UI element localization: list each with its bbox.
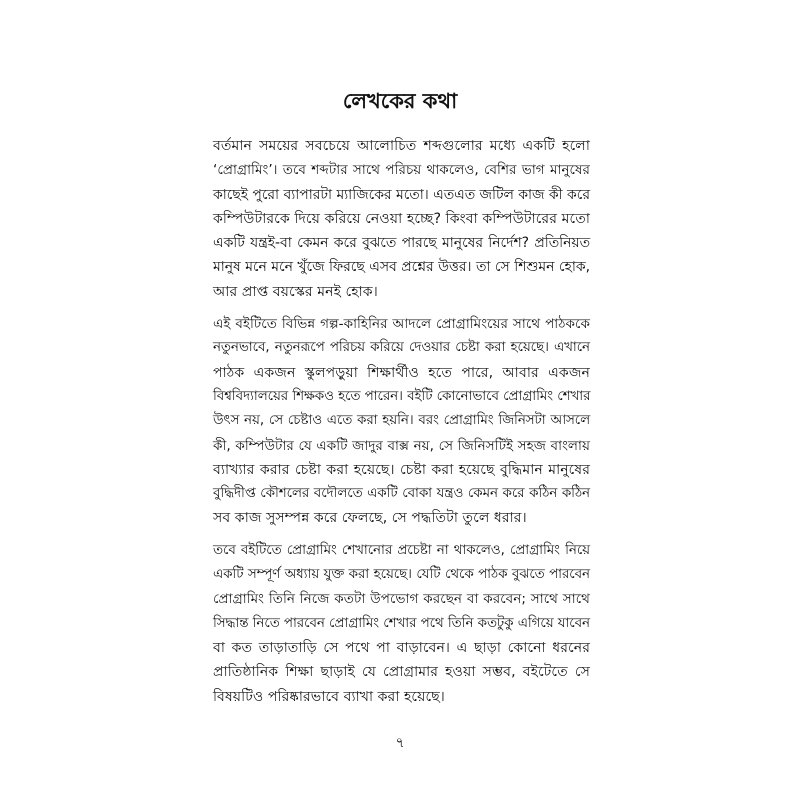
text-line: ব্যাখ্যার করার চেষ্টা করা হয়েছে। চেষ্টা করা হয়েছে বুদ্ধিমান মানুষের bbox=[213, 461, 590, 478]
text-line: কাছেই পুরো ব্যাপারটা ম্যাজিকের মতো। এতএত জটিল কাজ কী করে bbox=[213, 186, 590, 203]
page-title: লেখকের কথা bbox=[342, 89, 458, 113]
paragraph-3 bbox=[213, 539, 590, 709]
text-line: একটি যন্ত্রই-বা কেমন করে বুঝতে পারছে মানুষের নির্দেশ? প্রতিনিয়ত bbox=[213, 235, 590, 252]
body-text bbox=[213, 134, 590, 717]
text-line: এই বইটিতে বিভিন্ন গল্প-কাহিনির আদলে প্রোগ্রামিংয়ের সাথে পাঠককে bbox=[213, 316, 590, 333]
text-line: প্রোগ্রামিং তিনি নিজে কতটা উপভোগ করছেন বা করবেন; সাথে সাথে bbox=[213, 591, 590, 608]
text-line: সিদ্ধান্ত নিতে পারবেন প্রোগ্রামিং শেখার পথে তিনি কতটুকু এগিয়ে যাবেন bbox=[213, 615, 590, 631]
text-line: নতুনভাবে, নতুনরূপে পরিচয় করিয়ে দেওয়ার চেষ্টা করা হয়েছে। এখানে bbox=[213, 340, 590, 356]
paragraph-1 bbox=[213, 134, 590, 304]
text-line: একটি সম্পূর্ণ অধ্যায় যুক্ত করা হয়েছে। যেটি থেকে পাঠক বুঝতে পারবেন bbox=[213, 567, 590, 583]
text-line: বিষয়টিও পরিষ্কারভাবে ব্যাখা করা হয়েছে। bbox=[213, 688, 445, 705]
text-line: কম্পিউটারকে দিয়ে করিয়ে নেওয়া হচ্ছে? কিংবা কম্পিউটারের মতো bbox=[213, 210, 590, 227]
text-line: ‘প্রোগ্রামিং’। তবে শব্দটার সাথে পরিচয় থাকলেও, বেশির ভাগ মানুষের bbox=[213, 162, 590, 179]
text-line: মানুষ মনে মনে খুঁজে ফিরছে এসব প্রশ্নের উত্তর। তা সে শিশুমন হোক, bbox=[213, 259, 590, 276]
text-line: কী, কম্পিউটার যে একটি জাদুর বাক্স নয়, সে জিনিসটিই সহজ বাংলায় bbox=[213, 437, 590, 454]
text-line: পাঠক একজন স্কুলপড়ুয়া শিক্ষার্থীও হতে পারে, আবার একজন bbox=[213, 364, 590, 381]
text-line: বা কত তাড়াতাড়ি সে পথে পা বাড়াবেন। এ ছাড়া কোনো ধরনের bbox=[213, 639, 590, 656]
text-line: বুদ্ধিদীপ্ত কৌশলের বদৌলতে একটি বোকা যন্ত্রও কেমন করে কঠিন কঠিন bbox=[213, 486, 590, 502]
text-line: বিশ্ববিদ্যালয়ের শিক্ষকও হতে পারেন। বইটি কোনোভাবে প্রোগ্রামিং শেখার bbox=[213, 388, 591, 404]
text-line: আর প্রাপ্ত বয়স্কের মনই হোক। bbox=[213, 283, 378, 300]
paragraph-2 bbox=[213, 312, 590, 531]
text-line: উৎস নয়, সে চেষ্টাও এতে করা হয়নি। বরং প্রোগ্রামিং জিনিসটা আসলে bbox=[213, 413, 590, 429]
page-number: ৭ bbox=[395, 735, 405, 751]
text-line: তবে বইটিতে প্রোগ্রামিং শেখানোর প্রচেষ্টা না থাকলেও, প্রোগ্রামিং নিয়ে bbox=[213, 542, 590, 558]
text-line: সব কাজ সুসম্পন্ন করে ফেলছে, সে পদ্ধতিটা তুলে ধরার। bbox=[213, 510, 527, 527]
text-line: প্রাতিষ্ঠানিক শিক্ষা ছাড়াই যে প্রোগ্রামার হওয়া সম্ভব, বইটেতে সে bbox=[213, 664, 590, 681]
text-line: বর্তমান সময়ের সবচেয়ে আলোচিত শব্দগুলোর মধ্যে একটি হলো bbox=[213, 138, 590, 154]
